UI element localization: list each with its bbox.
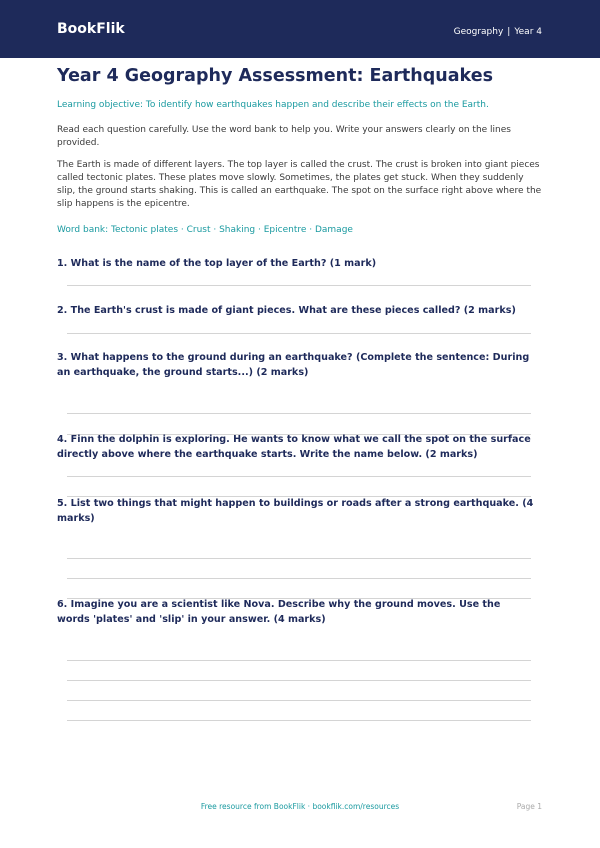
answer-line[interactable] [67,660,531,661]
learning-objective: Learning objective: To identify how earthquakes happen and describe their effects on the Earth. [57,100,489,110]
year-label: Year 4 [514,27,542,37]
page-header [0,0,600,58]
header-separator: | [507,27,511,37]
answer-line[interactable] [67,558,531,559]
answer-line[interactable] [67,700,531,701]
answer-line[interactable] [67,285,531,286]
reading-passage: The Earth is made of different layers. The top layer is called the crust. The crust is broken into giant pieces called tectonic plates. These plates move slowly. Sometimes, the plates get stuck. When they suddenly slip, the ground starts shaking. This is called an earthquake. The spot on the surface right above where the slip happens is the epicentre. [57,160,542,209]
page-title: Year 4 Geography Assessment: Earthquakes [57,66,494,86]
answer-line[interactable] [67,333,531,334]
footer-link[interactable]: Free resource from BookFlik · bookflik.com/resources [200,802,400,811]
question-1: 1. What is the name of the top layer of the Earth? (1 mark) [57,258,377,269]
page-number: Page 1 [516,802,542,811]
subject-label: Geography [453,27,504,37]
answer-line[interactable] [67,413,531,414]
question-4: 4. Finn the dolphin is exploring. He wants to know what we call the spot on the surface directly above where the earthquake starts. Write the name below. (2 marks) [57,434,531,460]
answer-line[interactable] [67,476,531,477]
word-bank: Word bank: Tectonic plates · Crust · Shaking · Epicentre · Damage [57,225,353,235]
question-3: 3. What happens to the ground during an earthquake? (Complete the sentence: During an earthquake, the ground starts...) (2 marks) [57,352,530,378]
question-6: 6. Imagine you are a scientist like Nova. Describe why the ground moves. Use the words 'plates' and 'slip' in your answer. (4 marks) [57,599,501,625]
instructions: Read each question carefully. Use the word bank to help you. Write your answers clearly on the lines provided. [57,125,511,148]
question-2: 2. The Earth's crust is made of giant pieces. What are these pieces called? (2 marks) [57,305,516,316]
question-5: 5. List two things that might happen to buildings or roads after a strong earthquake. (4 marks) [57,498,534,524]
answer-line[interactable] [67,578,531,579]
brand-logo[interactable]: BookFlik [57,21,125,37]
answer-line[interactable] [67,680,531,681]
answer-line[interactable] [67,720,531,721]
header-meta [454,28,542,37]
